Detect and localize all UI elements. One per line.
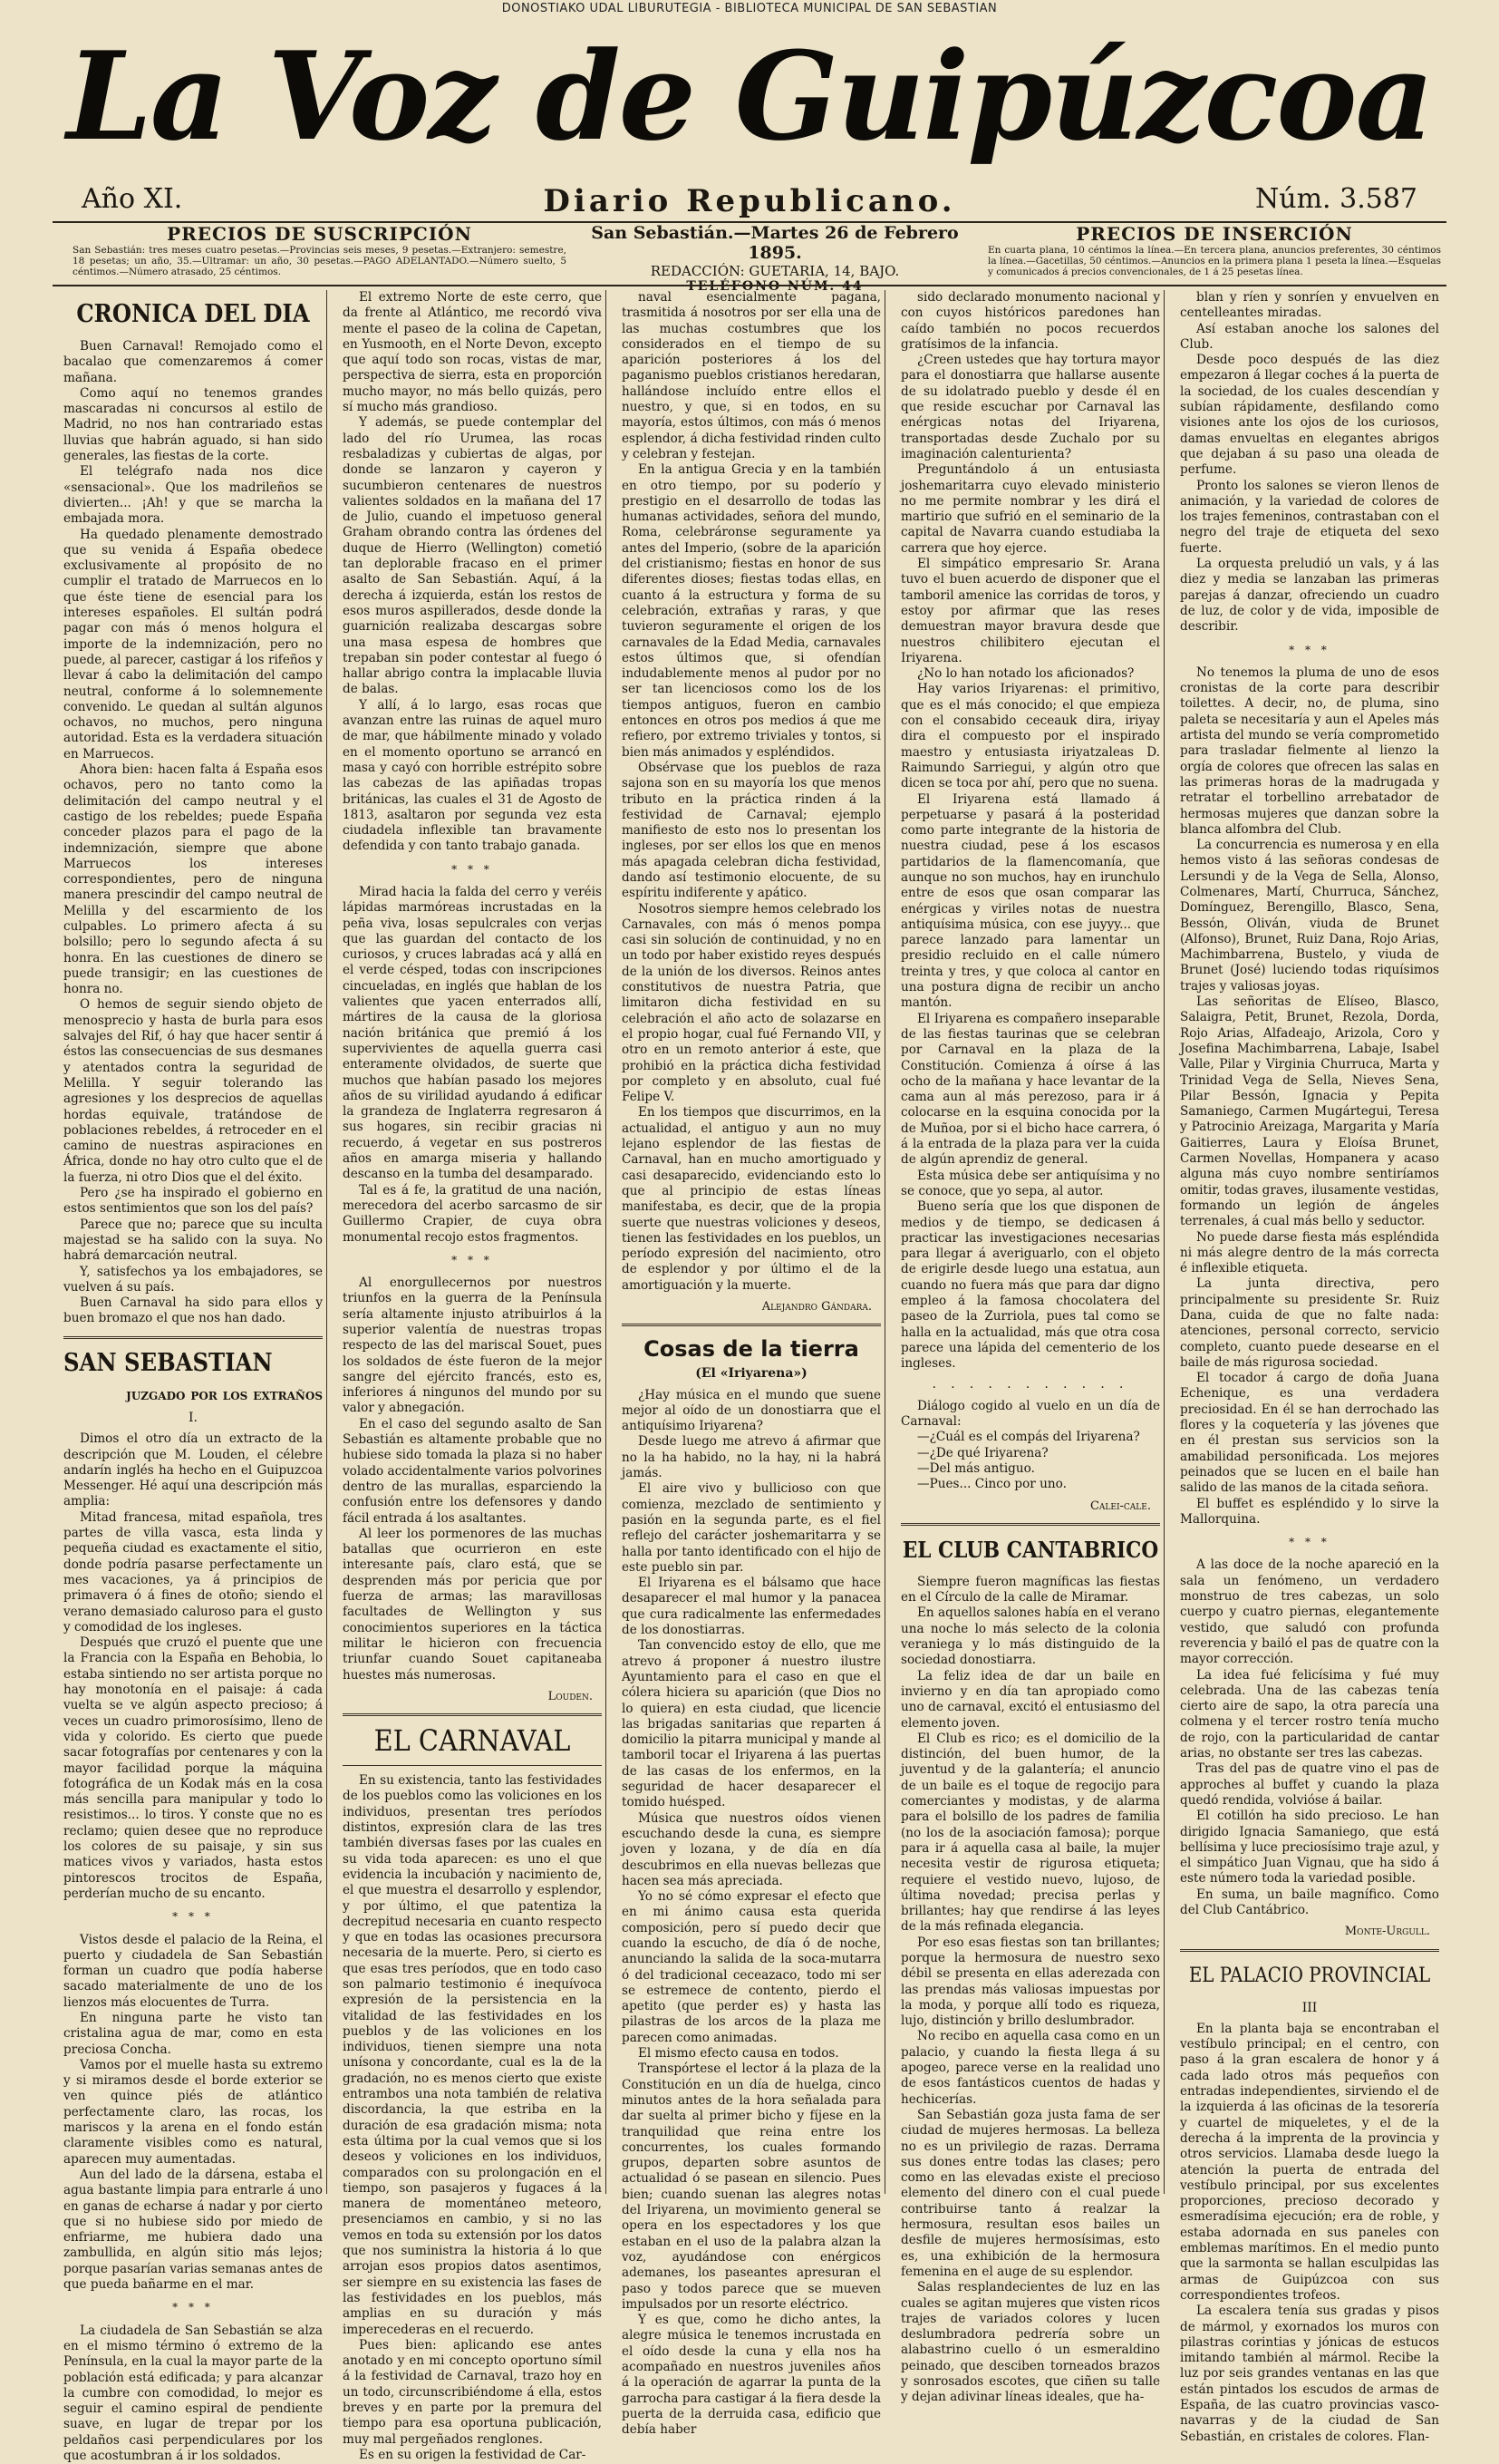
dialog-line: —Del más antiguo. bbox=[917, 1460, 1035, 1476]
paragraph: El telégrafo nada nos dice «sensacional». Que los madrileños se divierten... ¡Ah! y que se marcha la embajada mora. bbox=[63, 464, 323, 527]
part-number: III bbox=[1301, 2000, 1318, 2015]
paragraph: ¿No lo han notado los aficionados? bbox=[917, 666, 1135, 682]
asterism: * * * bbox=[172, 2301, 214, 2314]
paragraph: En la antigua Grecia y en la también en otro tiempo, por su poderío y prestigio en el desarrollo de todas las humanas actividades, señora del mundo, Roma, celebráronse seguramente ya antes del Imperio, (sobre de la aparición del cristianismo; fiestas en honor de sus diferentes dioses; fiestas todas ellas, en cuanto á la estructura y forma de su celebración, extrañas y raras, y que tuvieron seguramente el origen de los carnavales de la Edad Media, carnavales estos últimos que, si ofendían indudablemente menos al pudor por no ser tan licenciosos como los de los tiempos antiguos, fueron en cambio entonces en otros pos medios á que me refiero, por extremo triviales y tontos, si bien más animados y espléndidos. bbox=[622, 462, 881, 760]
paragraph: La junta directiva, pero principalmente su presidente Sr. Ruiz Dana, cuida de que no falte nada: atenciones, personal correcto, servicio completo, cuanto puede desearse en el baile de más rigurosa sociedad. bbox=[1180, 1276, 1439, 1370]
issue-tagline: Diario Republicano. bbox=[543, 183, 956, 219]
paragraph: naval esencialmente pagana, trasmitida á nosotros por ser ella una de las muchas costumbres que los considerados en el tiempo de su aparición posteriores á los del paganismo pueblos cristianos heredaran, hallándose incluído entre ellos el nuestro, y que, si en todos, en su mayoría, estos últimos, con más ó menos esplendor, á dicha festividad rinden culto y celebran y festejan. bbox=[622, 290, 881, 461]
insertion-title: PRECIOS DE INSERCIÓN bbox=[1076, 223, 1353, 245]
part-number: I. bbox=[189, 1411, 198, 1425]
asterism: * * * bbox=[451, 1253, 493, 1266]
dialog-line: —¿Cuál es el compás del Iriyarena? bbox=[917, 1430, 1140, 1445]
paragraph: Parece que no; parece que su inculta majestad se ha salido con la suya. No habrá demarcación neutral. bbox=[63, 1217, 323, 1264]
paragraph: En ninguna parte he visto tan cristalina agua de mar, como en esta preciosa Concha. bbox=[63, 2010, 323, 2057]
column-3 bbox=[622, 290, 881, 2438]
dateline-redaccion: REDACCIÓN: GUETARIA, 14, BAJO. bbox=[650, 263, 900, 279]
paragraph: La ciudadela de San Sebastián se alza en el mismo término ó extremo de la Península, en la cual la mayor parte de la población está edificada; y para alcanzar la cumbre con comodidad, lo mejor es seguir el camino espiral de pendiente suave, en lugar de trepar por los peldaños casi perpendiculares por los que acostumbran á ir los soldados. bbox=[63, 2323, 323, 2463]
column-5 bbox=[1180, 290, 1439, 2444]
issue-year: Año XI. bbox=[82, 183, 183, 215]
paragraph: Buen Carnaval ha sido para ellos y buen bromazo el que nos han dado. bbox=[63, 1295, 323, 1326]
paragraph: La concurrencia es numerosa y en ella hemos visto á las señoras condesas de Lersundi y de la Vega de Sella, Alonso, Colmenares, Martí, Churruca, Sánchez, Domínguez, Berengillo, Blasco, Sena, Bessón, Oliván, viuda de Brunet (Alfonso), Brunet, Ruiz Dana, Rojo Arias, Machimbarrena, Bustelo, y viuda de Brunet (José) luciendo todas riquísimos trajes y valiosas joyas. bbox=[1180, 838, 1439, 994]
asterism: * * * bbox=[1289, 643, 1330, 656]
paragraph: Al leer los pormenores de las muchas batallas que ocurrieron en este interesante país, claro está, que se desprenden más por pericia que por fuerza de armas; las maravillosas facultades de Wellington y sus conocimientos superiores en la táctica militar le hicieron con frecuencia triunfar cuando Souet capitaneaba huestes más numerosas. bbox=[343, 1526, 602, 1683]
section-divider bbox=[343, 1713, 602, 1716]
paragraph: La escalera tenía sus gradas y pisos de mármol, y exornados los muros con pilastras corintias y jónicas de estucos imitando también al mármol. Recibe la luz por seis grandes ventanas en las que están pintados los escudos de armas de España, de las cuatro provincias vasco-navarras y de la ciudad de San Sebastián, en cristales de colores. Flan- bbox=[1180, 2304, 1439, 2444]
paragraph: La orquesta preludió un vals, y á las diez y media se lanzaban las primeras parejas á danzar, ofreciendo un cuadro de luz, de color y de vida, imposible de describir. bbox=[1180, 557, 1439, 635]
dotted-separator: . . . . . . . . . . . bbox=[932, 1377, 1129, 1392]
paragraph: Y allí, á lo largo, esas rocas que avanzan entre las ruinas de aquel muro de mar, que hábilmente minado y volado en el momento oportuno se arrancó en masa y cayó con horrible estrépito sobre las cabezas de las apiñadas tropas británicas, las cuales el 31 de Agosto de 1813, asaltaron por segunda vez esta ciudadela inflexible tan bravamente defendida y con tanto trabajo ganada. bbox=[343, 697, 602, 854]
dateline-telefono: TELÉFONO NÚM. 44 bbox=[686, 279, 864, 294]
paragraph: El Club es rico; es el domicilio de la distinción, del buen humor, de la juventud y de la galantería; el anuncio de un baile es el toque de regocijo para comerciantes y modistas, y de alarma para el bolsillo de los padres de familia (no los de la asociación famosa); porque para ir á aquella casa al baile, la mujer necesita vestir de rigurosa etiqueta; requiere el vestido nuevo, lujoso, de última novedad; precisa perlas y brillantes; hay que rendirse á las leyes de la más refinada elegancia. bbox=[901, 1731, 1160, 1935]
heading-cronica: CRONICA DEL DIA bbox=[76, 300, 310, 328]
paragraph: La idea fué felicísima y fué muy celebrada. Una de las cabezas tenía cierto aire de sapo, la otra parecía una colmena y el tercer rostro tenía mucho de rojo, con la particularidad de cantar arias, no obstante ser tres las cabezas. bbox=[1180, 1667, 1439, 1761]
paragraph: Pero ¿se ha inspirado el gobierno en estos sentimientos que son los del país? bbox=[63, 1186, 323, 1217]
paragraph: Desde poco después de las diez empezaron á llegar coches á la puerta de la sociedad, de los cuales descendían y subían rápidamente, desfilando como visiones ante los ojos de los curiosos, damas envueltas en elegantes abrigos que dejaban á su paso una oleada de perfume. bbox=[1180, 353, 1439, 478]
paragraph: Por eso esas fiestas son tan brillantes; porque la hermosura de nuestro sexo débil se presenta en ellas aderezada con las prendas más valiosas impuestas por la moda, y porque allí todo es riqueza, lujo, distinción y brillo deslumbrador. bbox=[901, 1935, 1160, 2029]
subheading-iriyarena: (El «Iriyarena») bbox=[695, 1366, 808, 1382]
paragraph: San Sebastián goza justa fama de ser ciudad de mujeres hermosas. La belleza no es un privilegio de razas. Derrama sus dones entre todas las clases; pero como en las elevadas existe el precioso elemento del dinero con el cual puede contribuirse tanto á realzar la hermosura, resultan esos bailes un desfile de mujeres hermosísimas, esto es, una exhibición de la hermosura femenina en el auge de su esplendor. bbox=[901, 2107, 1160, 2279]
paragraph: Ha quedado plenamente demostrado que su venida á España obedece exclusivamente al propósito de no cumplir el tratado de Marruecos en lo que éste tiene de esencial para los intereses españoles. El sultán podrá pagar con más ó menos holgura el importe de la indemnización, pero no puede, al parecer, castigar á los rifeños y llevar á cabo la delimitación del campo neutral, conforme á lo solemnemente convenido. Le quedan al sultán algunos ochavos, no muchos, pero ninguna autoridad. Esta es la verdadera situación en Marruecos. bbox=[63, 527, 323, 762]
signature-louden: Louden. bbox=[547, 1689, 593, 1703]
paragraph: Pues bien: aplicando ese antes anotado y en mi concepto oportuno símil á la festividad de Carnaval, trazo hoy en un todo, circunscribiéndome á ella, estos breves y en parte por la premura del tiempo para esa oportuna publicación, muy mal pergeñados renglones. bbox=[343, 2337, 602, 2447]
paragraph: En suma, un baile magnífico. Como del Club Cantábrico. bbox=[1180, 1887, 1439, 1917]
heading-palacio-provincial: EL PALACIO PROVINCIAL bbox=[1188, 1964, 1431, 1987]
issue-line bbox=[54, 183, 1445, 223]
paragraph: Y, satisfechos ya los embajadores, se vuelven á su país. bbox=[63, 1264, 323, 1295]
columns-area bbox=[54, 290, 1445, 2463]
article-cronica bbox=[63, 339, 323, 1327]
heading-club-cantabrico: EL CLUB CANTABRICO bbox=[902, 1536, 1159, 1563]
paragraph: Música que nuestros oídos vienen escuchando desde la cuna, es siempre joven y lozana, y de día en día descubrimos en ella nuevas bellezas que hacen sea más apreciada. bbox=[622, 1810, 881, 1888]
paragraph: Nosotros siempre hemos celebrado los Carnavales, con más ó menos pompa casi sin solución de continuidad, y no en un todo por haber existido reyes después de la unión de los diversos. Reinos antes constitutivos de nuestra Patria, que limitaron dicha festividad en su celebración el año acto de solazarse en el propio hogar, cual fué Fernando VII, y otro en un remoto anterior á este, que prohibió en la práctica dicha festividad por completo y en absoluto, cual fué Felipe V. bbox=[622, 901, 881, 1105]
dateline-date: San Sebastián.—Martes 26 de Febrero 1895. bbox=[591, 223, 959, 263]
paragraph: Y además, se puede contemplar del lado del río Urumea, las rocas resbaladizas y cubiertas de algas, por donde se lanzaron y cayeron y sucumbieron centenares de nuestros valientes soldados en la mañana del 17 de Julio, cuando el impetuoso general Graham obrando contra las órdenes del duque de Hierro (Wellington) cometió tan deplorable fracaso en el primer asalto de San Sebastián. Aquí, á la derecha á izquierda, están los restos de esos muros aspillerados, desde donde la guarnición realizaba descargas sobre una masa espesa de hombres que trepaban sin poder contestar al fuego ó hallar abrigo contra la implacable lluvia de balas. bbox=[343, 415, 602, 697]
paragraph: Como aquí no tenemos grandes mascaradas ni concursos al estilo de Madrid, no nos han contrariado estas lluvias que habrán aguado, si han sido generales, las fiestas de la corte. bbox=[63, 385, 323, 464]
paragraph: Es en su origen la festividad de Car- bbox=[359, 2447, 586, 2462]
paragraph: Vistos desde el palacio de la Reina, el puerto y ciudadela de San Sebastián forman un cuadro que podía haberse sacado materialmente de uno de los lienzos más elocuentes de Turra. bbox=[63, 1932, 323, 2010]
paragraph: El simpático empresario Sr. Arana tuvo el buen acuerdo de disponer que el tamboril amenice las corridas de toros, y estoy por afirmar que las reses demuestran mayor bravura desde que nuestros chilibitero ejecutan el Iriyarena. bbox=[901, 557, 1160, 665]
section-divider bbox=[901, 1523, 1160, 1526]
paragraph: Pronto los salones se vieron llenos de animación, y la variedad de colores de los trajes femeninos, contrastaban con el negro del traje de etiqueta del sexo fuerte. bbox=[1180, 478, 1439, 556]
paragraph: El aire vivo y bullicioso con que comienza, mezclado de sentimiento y pasión en la segunda parte, es el fiel reflejo del carácter joshemaritarra y se halla por tanto identificado con el hijo de este pueblo sin par. bbox=[622, 1481, 881, 1575]
paragraph: En aquellos salones había en el verano una noche lo más selecto de la colonia veraniega y lo más distinguido de la sociedad donostiarra. bbox=[901, 1605, 1160, 1668]
paragraph: En el caso del segundo asalto de San Sebastián es altamente probable que no hubiese sido tomada la plaza si no haber volado accidentalmente varios polvorines dentro de las murallas, esparciendo la confusión entre los defensores y dando fácil entrada á los asaltantes. bbox=[343, 1416, 602, 1526]
paragraph: Tan convencido estoy de ello, que me atrevo á proponer á nuestro ilustre Ayuntamiento para el caso en que el cólera hiciera su aparición (que Dios no lo quiera) en esta ciudad, que licencie las brigadas sanitarias que reparten á domicilio la pitarra municipal y mande al tamboril tocar el Iriyarena á las puertas de las casas de los enfermos, en la seguridad de hacer desaparecer el tomido huésped. bbox=[622, 1638, 881, 1810]
heading-rule bbox=[343, 1765, 602, 1766]
paragraph: El mismo efecto causa en todos. bbox=[638, 2046, 839, 2061]
paragraph: Yo no sé cómo expresar el efecto que en mi ánimo causa esta querida composición, pero sí puedo decir que cuando la escucho, de día ó de noche, anunciando la salida de la soca-mutarra ó del tradicional ceceazaco, todo mi ser se estremece de contento, pierdo el apetito (que perder es) y hasta las pilastras de los arcos de la plaza me parecen como animadas. bbox=[622, 1889, 881, 2045]
issue-number: Núm. 3.587 bbox=[1255, 183, 1417, 215]
dateline-box bbox=[575, 223, 974, 294]
paragraph: Al enorgullecernos por nuestros triunfos en la guerra de la Península sería altamente injusto atribuirlos á la superior valentía de nuestras tropas respecto de las del mariscal Souet, pues los soldados de éste fueron de la mejor sangre del ejército francés, esto es, inferiores á ningunos del mundo por su valor y abnegación. bbox=[343, 1276, 602, 1416]
paragraph: El buffet es espléndido y lo sirve la Mallorquina. bbox=[1180, 1496, 1439, 1527]
paragraph: Buen Carnaval! Remojado como el bacalao que comenzaremos á comer mañana. bbox=[63, 339, 323, 385]
paragraph: Salas resplandecientes de luz en las cuales se agitan mujeres que visten ricos trajes de variados colores y lucen deslumbradora pedrería sobre un alabastrino cuello ó un esmeraldino peinado, que desciben torneados brazos y sonrosados escotes, que ciñen su talle y dejan adivinar líneas ideales, que ha- bbox=[901, 2280, 1160, 2405]
subheading-juzgado: juzgado por los extraños bbox=[126, 1385, 323, 1404]
asterism: * * * bbox=[172, 1910, 214, 1924]
paragraph: No puede darse fiesta más espléndida ni más alegre dentro de la más correcta é inflexible etiqueta. bbox=[1180, 1229, 1439, 1276]
signature-gandara: Alejandro Gándara. bbox=[761, 1300, 872, 1314]
paragraph: Y es que, como he dicho antes, la alegre música le tenemos incrustada en el oído desde la cuna y ella nos ha acompañado en nuestros juveniles años á la operación de agarrar la punta de la garrocha para castigar á la fiera desde la puerta de la derruida casa, edificio que debía haber bbox=[622, 2313, 881, 2438]
paragraph: Bueno sería que los que disponen de medios y de tiempo, se dedicasen á practicar las investigaciones necesarias para llegar á averiguarlo, con el objeto de erigirle desde luego una estatua, aun cuando no fuera más que para dar digno empleo á la famosa chocolatera del paseo de la Zurriola, pues tal como se halla en la actualidad, más que otra cosa parece una lápida del cementerio de los ingleses. bbox=[901, 1199, 1160, 1372]
paragraph: Así estaban anoche los salones del Club. bbox=[1180, 321, 1439, 352]
insertion-box bbox=[988, 223, 1441, 277]
paragraph: El Iriyarena es compañero inseparable de las fiestas taurinas que se celebran por Carnaval en la plaza de la Constitución. Comienza á oírse á las ocho de la mañana y hace levantar de la cama aun al más perezoso, para ir á colocarse en la esquina conocida por la de Muñoa, por si el bicho hace carrera, ó á la entrada de la plaza para ver la cuida de algún aprendiz de general. bbox=[901, 1011, 1160, 1168]
paragraph: O hemos de seguir siendo objeto de menosprecio y hasta de burla para esos salvajes del Rif, ó hay que hacer sentir á éstos las consecuencias de sus desmanes y atentados contra la seguridad de Melilla. Y seguir tolerando las agresiones y los desprecios de aquellas hordas equivale, tratándose de poblaciones rebeldes, á retroceder en el camino de nuestras aspiraciones en África, donde no hay otro culto que el de la fuerza, ni otro Dios que el del éxito. bbox=[63, 997, 323, 1185]
archive-header: DONOSTIAKO UDAL LIBURUTEGIA - BIBLIOTECA MUNICIPAL DE SAN SEBASTIAN bbox=[501, 2, 998, 15]
heading-cosas-tierra: Cosas de la tierra bbox=[643, 1336, 859, 1363]
paragraph: Diálogo cogido al vuelo en un día de Carnaval: bbox=[901, 1398, 1160, 1430]
info-bar bbox=[54, 223, 1445, 294]
subscription-title: PRECIOS DE SUSCRIPCIÓN bbox=[167, 223, 472, 245]
paragraph: El cotillón ha sido precioso. Le han dirigido Ignacia Samaniego, que está bellísima y luce preciosísimo traje azul, y el simpático Juan Vignau, que ha sido á este número toda la variedad posible. bbox=[1180, 1809, 1439, 1887]
paragraph: Obsérvase que los pueblos de raza sajona son en su mayoría los que menos tributo en la práctica rinden á la festividad de Carnaval; ejemplo manifiesto de esto nos lo presentan los ingleses, por ser ellos los que en menos más apagada celebran dicha festividad, dando así testimonio elocuente, de su espíritu indiferente y apático. bbox=[622, 760, 881, 901]
paragraph: En la planta baja se encontraban el vestíbulo principal; en el centro, con paso á la gran escalera de honor y á cada lado otros más pequeños con entradas independientes, sirviendo el de la izquierda á las oficinas de la tesorería y cuartel de miqueletes, y el de la derecha á la imprenta de la provincia y otros servicios. Llamaba desde luego la atención la puerta de entrada del vestíbulo principal, por sus excelentes proporciones, precioso decorado y esmeradísima ejecución; era de roble, y estaba adornada en sus paneles con emblemas marítimos. En el medio punto que la sarmonta se hallan esculpidas las armas de Guipúzcoa con sus correspondientes trofeos. bbox=[1180, 2021, 1439, 2303]
paragraph: Dimos el otro día un extracto de la descripción que M. Louden, el célebre andarín inglés ha hecho en el Guipuzcoa Messenger. Hé aquí una descripción más amplia: bbox=[63, 1431, 323, 1509]
paragraph: Transpórtese el lector á la plaza de la Constitución en un día de huelga, cinco minutos antes de la hora señalada para dar suelta al primer bicho y fíjese en la tranquilidad que reina entre los concurrentes, los cuales formando grupos, departen sobre asuntos de actualidad ó se pasean en silencio. Pues bien; cuando suenan las alegres notas del Iriyarena, un movimiento general se opera en los espectadores y los que estaban en el uso de la palabra alzan la voz, ayudándose con enérgicos ademanes, los paseantes apresuran el paso y todos parece que se mueven impulsados por un resorte eléctrico. bbox=[622, 2061, 881, 2312]
paragraph: La feliz idea de dar un baile en invierno y en día tan apropiado como uno de carnaval, excitó el entusiasmo del elemento joven. bbox=[901, 1668, 1160, 1731]
paragraph: sido declarado monumento nacional y con cuyos históricos paredones han caído también no pocos recuerdos gratísimos de la infancia. bbox=[901, 290, 1160, 352]
asterism: * * * bbox=[1289, 1536, 1330, 1549]
paragraph: ¿Hay música en el mundo que suene mejor al oído de un donostiarra que el antiquísimo Iriyarena? bbox=[622, 1387, 881, 1434]
signature-monte-urgull: Monte-Urgull. bbox=[1344, 1925, 1430, 1939]
paragraph: blan y ríen y sonríen y envuelven en centelleantes miradas. bbox=[1180, 290, 1439, 321]
article-san-sebastian bbox=[63, 1431, 323, 2464]
dialog-line: —¿De qué Iriyarena? bbox=[917, 1445, 1049, 1460]
paragraph: ¿Creen ustedes que hay tortura mayor para el donostiarra que hallarse ausente de su idolatrado pueblo y desde él en que reside escuchar por Carnaval las enérgicas notas del Iriyarena, transportadas desde Zuchalo por su imaginación calenturienta? bbox=[901, 353, 1160, 461]
header-rule-bottom bbox=[53, 285, 1446, 286]
paragraph: Esta música debe ser antiquísima y no se conoce, que yo sepa, al autor. bbox=[901, 1168, 1160, 1198]
heading-san-sebastian: SAN SEBASTIAN bbox=[63, 1348, 273, 1377]
paragraph: Ahora bien: hacen falta á España esos ochavos, pero no tanto como la delimitación del campo neutral y el castigo de los rebeldes; puede España conceder plazos para el pago de la indemnización, siempre que abone Marruecos los intereses correspondientes, pero de ninguna manera prescindir del campo neutral de Melilla y del escarmiento de los culpables. Lo primero afecta á su bolsillo; pero lo segundo afecta á su honra. En las cuestiones de dinero se puede transigir; en las cuestiones de honra no. bbox=[63, 762, 323, 997]
paragraph: En su existencia, tanto las festividades de los pueblos como las voliciones en los individuos, presentan tres períodos distintos, expresión clara de las tres también diversas fases por las cuales en su vida toda aparecen: es uno el que evidencia la incubación y nacimiento de, el que muestra el desarrollo y esplendor, y por último, el que patentiza la decrepitud necesaria en cuanto respecto y que en todas las ocasiones precursora necesaria de la muerte. Pero, si cierto es que esas tres períodos, que en todo caso son palmario testimonio é inequívoca expresión de la persistencia en la vitalidad de las festividades en los pueblos y de las voliciones en los individuos, tienen siempre una nota unísona y concordante, cual es la de la gradación, no es menos cierto que existe entrambos una nota también de relativa discordancia, la que estriba en la duración de esa gradación misma; nota esta última por la cual vemos que si los deseos y voliciones en los individuos, comparados con su prolongación en el tiempo, son pasajeros y fugaces á la manera de momentáneo meteoro, presenciamos en cambio, y si no las vemos en toda su extensión por los datos que nos suministra la historia á lo que arrojan esos propios datos asentimos, ser siempre en su existencia las fases de las festividades en los pueblos, más amplias en su duración y más imperecederas en el recuerdo. bbox=[343, 1773, 602, 2337]
column-4 bbox=[901, 290, 1160, 2405]
paragraph: Mitad francesa, mitad española, tres partes de villa vasca, esta linda y pequeña ciudad es exactamente el sitio, donde podría pasarse perfectamente un mes vacaciones, ya á principios de primavera ó á fines de otoño; siendo el verano demasiado caluroso para el gusto y comodidad de los ingleses. bbox=[63, 1509, 323, 1635]
section-divider bbox=[622, 1324, 881, 1326]
paragraph: Mirad hacia la falda del cerro y veréis lápidas marmóreas incrustadas en la peña viva, losas sepulcrales con verjas que las guardan del contacto de los curiosos, y cruces labradas acá y allá en el verde césped, todas con inscripciones cincueladas, en inglés que hablan de los valientes que yacen enterrados allí, mártires de la causa de la gloriosa nación británica que premió á los supervivientes de aquella guerra casi enteramente olvidados, de suerte que muchos que habían pasado los mejores años de su virilidad ayudando á edificar la grandeza de Inglaterra regresaron á sus hogares, sin recibir gracias ni recuerdo, á vegetar en sus postreros años en amarga miseria y hallando descanso en la tumba del desamparado. bbox=[343, 884, 602, 1182]
heading-carnaval: EL CARNAVAL bbox=[373, 1723, 571, 1759]
paragraph: Tras del pas de quatre vino el pas de approches al buffet y cuando la plaza quedó rendida, volvióse á bailar. bbox=[1180, 1761, 1439, 1808]
signature-calei-cale: Calei-cale. bbox=[1089, 1499, 1151, 1513]
paragraph: En los tiempos que discurrimos, en la actualidad, el antiguo y aun no muy lejano esplendor de las fiestas de Carnaval, han en mucho amortiguado y casi desaparecido, evidenciando esto lo que al principio de estas líneas manifestaba, es decir, que de la propia suerte que nuestras voliciones y deseos, tienen las festividades en los pueblos, un período expresión del nacimiento, otro de esplendor y por último el de la amortiguación y la muerte. bbox=[622, 1105, 881, 1293]
paragraph: El Iriyarena está llamado á perpetuarse y pasará á la posteridad como parte integrante de la historia de nuestra ciudad, pese á los escasos partidarios de la flamencomanía, que aunque no son muchos, hay en irunchulo entre de esos que osan comparar las enérgicas y viriles notas de nuestra antiquísima música, con ese juyyy... que parece lanzado para lamentar un presidio recluido en el calle número treinta y tres, y que coloca al cantor en una postura digna de recibir un ancho mantón. bbox=[901, 791, 1160, 1011]
paragraph: Después que cruzó el puente que une la Francia con la España en Behobia, lo estaba sintiendo no ser artista porque no hay monotonía en el paisaje: á cada vuelta se ve algún aspecto precioso; á veces un cuadro primorosísimo, lleno de vida y colorido. Es cierto que puede sacar fotografías por centenares y con la mayor facilidad porque la máquina fotográfica de un Kodak más en la cosa más sencilla para manipular y todo lo resistimos... lo tiros. Y conste que no es reclamo; quien desee que no reproduce los colores de su paisaje, y sin sus matices vivos y variados, hasta estos pintorescos trocitos de España, perderían mucho de su encanto. bbox=[63, 1635, 323, 1901]
subscription-text: San Sebastián: tres meses cuatro pesetas.—Provincias seis meses, 9 pesetas.—Extranjero: semestre, 18 pesetas; un año, 35.—Ultramar: un año, 30 pesetas.—PAGO ADELANTADO.—Número suelto, 5 céntimos.—Número atrasado, 25 céntimos. bbox=[73, 245, 566, 277]
paragraph: Preguntándolo á un entusiasta joshemaritarra cuyo elevado ministerio no me permite nombrar y les dirá el martirio que sufrió en el seminario de la capital de Navarra cuando estudiaba la carrera que hoy ejerce. bbox=[901, 462, 1160, 556]
paragraph: Desde luego me atrevo á afirmar que no la ha habido, no la hay, ni la habrá jamás. bbox=[622, 1434, 881, 1481]
section-divider bbox=[1180, 1949, 1439, 1952]
paragraph: Tal es á fe, la gratitud de una nación, merecedora del acerbo sarcasmo de sir Guillermo Crapier, de cuya obra monumental recojo estos fragmentos. bbox=[343, 1182, 602, 1245]
column-1 bbox=[63, 290, 323, 2463]
paragraph: No tenemos la pluma de uno de esos cronistas de la corte para describir toilettes. A decir, no, de pluma, sino paleta se necesitaría y aun el Apeles más artista del mundo se vería comprometido para trasladar fielmente al lienzo la orgía de colores que ofrecen las salas en las primeras horas de la madrugada y retratar el torbellino arrebatador de hermosas mujeres que danzan sobre la blanca alfombra del Club. bbox=[1180, 665, 1439, 837]
masthead-title: La Voz de Guipúzcoa bbox=[66, 24, 1433, 168]
paragraph: Vamos por el muelle hasta su extremo y si miramos desde el borde exterior se ven quince piés de atlántico perfectamente claro, las rocas, los mariscos y la arena en el fondo están claramente visibles como es natural, aparecen muy aumentadas. bbox=[63, 2057, 323, 2167]
column-2 bbox=[343, 290, 602, 2462]
asterism: * * * bbox=[451, 862, 493, 876]
dialog-line: —Pues... Cinco por uno. bbox=[917, 1477, 1067, 1492]
paragraph: El Iriyarena es el bálsamo que hace desaparecer el mal humor y la panacea que cura radicalmente las enfermedades de los donostiarras. bbox=[622, 1576, 881, 1638]
paragraph: El extremo Norte de este cerro, que da frente al Atlántico, me recordó viva mente el paseo de la colina de Capetan, en Yusmooth, en el Norte Devon, excepto que aquí todo son rocas, vistas de mar, perspectiva de sierra, esta en proporción mucho mayor, no más bello quizás, pero sí mucho más grandioso. bbox=[343, 290, 602, 415]
paragraph: No recibo en aquella casa como en un palacio, y cuando la fiesta llega á su apogeo, parece verse en la realidad uno de esos fantásticos cuentos de hadas y hechicerías. bbox=[901, 2029, 1160, 2107]
paragraph: A las doce de la noche apareció en la sala un fenómeno, un verdadero monstruo de tres cabezas, un solo cuerpo y cuatro piernas, elegantemente vestido, que saludó con profunda reverencia y bailó el pas de quatre con la mayor corrección. bbox=[1180, 1557, 1439, 1667]
insertion-text: En cuarta plana, 10 céntimos la línea.—En tercera plana, anuncios preferentes, 30 céntimos la línea.—Gacetillas, 50 céntimos.—Anuncios en la primera plana 1 peseta la línea.—Esquelas y comunicados á precios convencionales, de 1 á 25 pesetas línea. bbox=[988, 245, 1441, 277]
paragraph: Siempre fueron magníficas las fiestas en el Círculo de la calle de Miramar. bbox=[901, 1574, 1160, 1605]
paragraph: Hay varios Iriyarenas: el primitivo, que es el más conocido; el que empieza con el consabido ceceauk dira, iriyay dira el compuesto por el inspirado maestro y entusiasta iriyatzaleas D. Raimundo Sarriegui, y algún otro que dicen se toca por ahí, pero que no suena. bbox=[901, 682, 1160, 791]
section-divider bbox=[63, 1336, 323, 1339]
subscription-box bbox=[73, 223, 566, 277]
paragraph: El tocador á cargo de doña Juana Echenique, es una verdadera preciosidad. En él se han derrochado las flores y la coquetería y las jóvenes que en él prestan sus servicios son la amabilidad personificada. Los mejores peinados que se lucen en el baile han salido de las manos de la citada señora. bbox=[1180, 1371, 1439, 1496]
paragraph: Aun del lado de la dársena, estaba el agua bastante limpia para entrarle á uno en ganas de echarse á nadar y por cierto que si no hubiese sido por miedo de enfriarme, me hubiera dado una zambullida, en algún sitio más lejos; porque pasarían varias semanas antes de que pueda bañarme en el mar. bbox=[63, 2167, 323, 2293]
paragraph: Las señoritas de Elíseo, Blasco, Salaigra, Petit, Brunet, Rezola, Dorda, Rojo Arias, Alfadeajo, Arizola, Coro y Josefina Machimbarrena, Labaje, Isabel Valle, Pilar y Virginia Churruca, Marta y Trinidad Vega de Sella, Nieves Sena, Pilar Bessón, Ignacia y Pepita Samaniego, Carmen Mugártegui, Teresa y Patrocinio Areizaga, Margarita y María Gaitierres, Laura y Eloísa Brunet, Carmen Novellas, Hompanera y acaso alguna más cuyo nombre sentiríamos omitir, todas graves, ilusamente vestidas, formando un legión de ángeles terrenales, á cual más bello y seductor. bbox=[1180, 994, 1439, 1229]
